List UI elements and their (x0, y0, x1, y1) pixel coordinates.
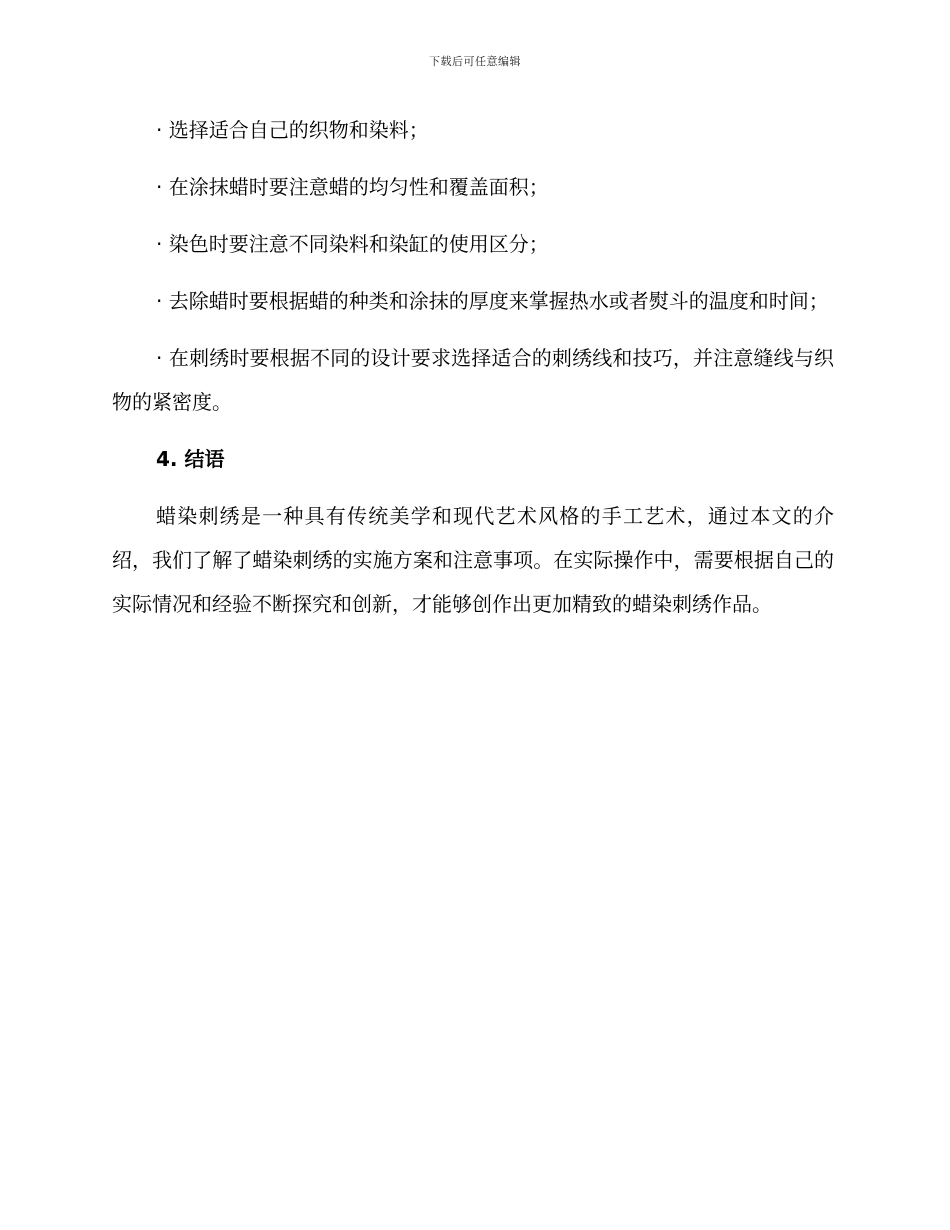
bullet-item-wax-application: · 在涂抹蜡时要注意蜡的均匀性和覆盖面积； (156, 175, 549, 199)
bullet-item-dyeing: · 染色时要注意不同染料和染缸的使用区分； (156, 232, 549, 256)
section-heading-conclusion: 4. 结语 (156, 447, 225, 471)
bullet-item-fabric-dye: · 选择适合自己的织物和染料； (156, 118, 429, 142)
bullet-item-wax-removal: · 去除蜡时要根据蜡的种类和涂抹的厚度来掌握热水或者熨斗的温度和时间； (156, 289, 829, 313)
conclusion-paragraph: 蜡染刺绣是一种具有传统美学和现代艺术风格的手工艺术，通过本文的介绍，我们了解了蜡染刺绣的实施方案和注意事项。在实际操作中，需要根据自己的实际情况和经验不断探究和创新，才能够创作出更加精致的蜡染刺绣作品。 (112, 504, 834, 616)
bullet-item-embroidery: · 在刺绣时要根据不同的设计要求选择适合的刺绣线和技巧，并注意缝线与织物的紧密度。 (112, 346, 834, 414)
document-body (112, 108, 834, 639)
page-header-note: 下载后可任意编辑 (429, 55, 521, 68)
